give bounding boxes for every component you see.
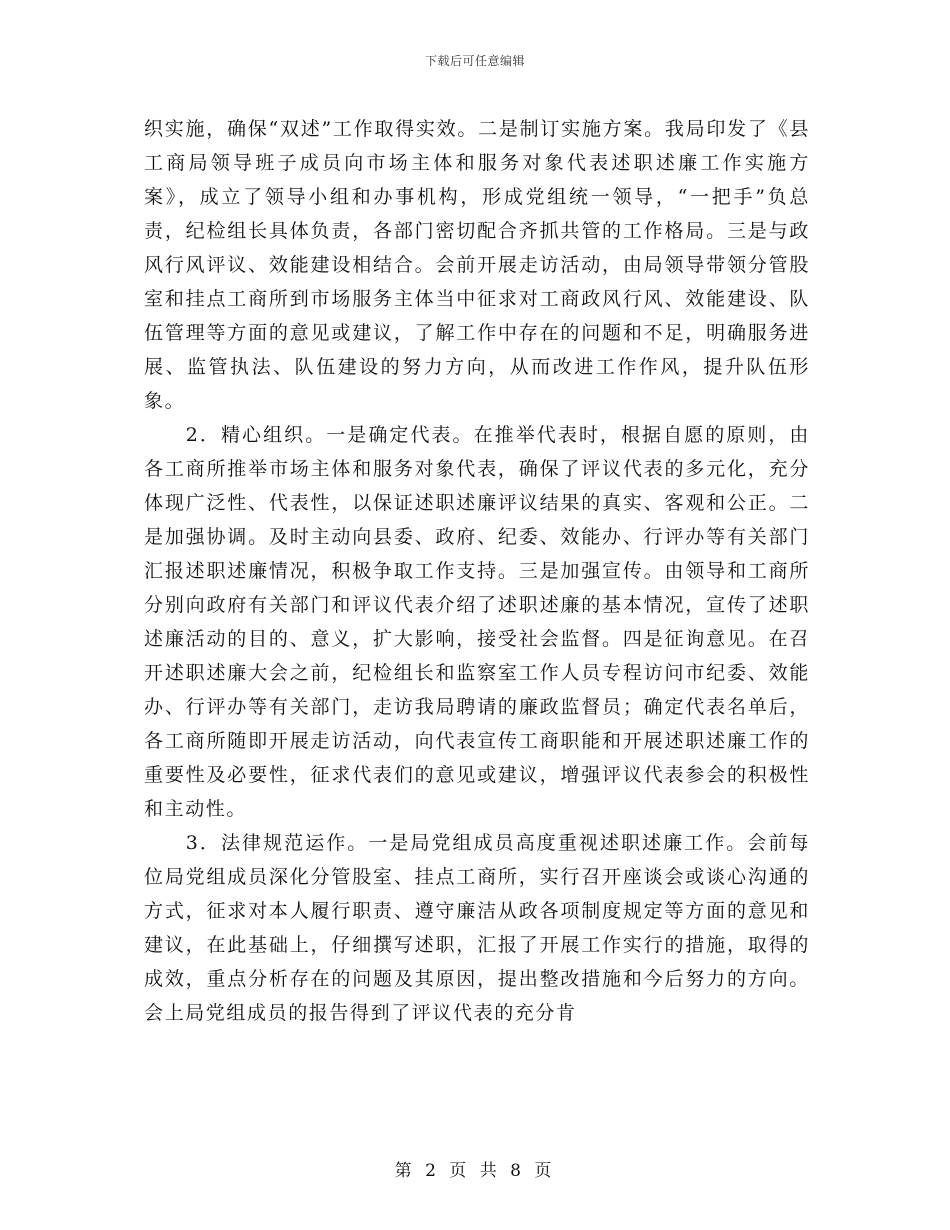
page-number: 第 2 页 共 8 页 — [394, 1161, 556, 1181]
paragraph-item-3: 3．法律规范运作。一是局党组成员高度重视述职述廉工作。会前每位局党组成员深化分管股室、挂点工商所，实行召开座谈会或谈心沟通的方式，征求对本人履行职责、遵守廉洁从政各项制度规定等方面的意见和建议，在此基础上，仔细撰写述职，汇报了开展工作实行的措施，取得的成效，重点分析存在的问题及其原因，提出整改措施和今后努力的方向。会上局党组成员的报告得到了评议代表的充分肯 — [144, 832, 810, 1024]
document-body — [144, 112, 810, 1030]
paragraph-item-2: 2．精心组织。一是确定代表。在推举代表时，根据自愿的原则，由各工商所推举市场主体和服务对象代表，确保了评议代表的多元化，充分体现广泛性、代表性，以保证述职述廉评议结果的真实、客观和公正。二是加强协调。及时主动向县委、政府、纪委、效能办、行评办等有关部门汇报述职述廉情况，积极争取工作支持。三是加强宣传。由领导和工商所分别向政府有关部门和评议代表介绍了述职述廉的基本情况，宣传了述职述廉活动的目的、意义，扩大影响，接受社会监督。四是征询意见。在召开述职述廉大会之前，纪检组长和监察室工作人员专程访问市纪委、效能办、行评办等有关部门，走访我局聘请的廉政监督员；确定代表名单后，各工商所随即开展走访活动，向代表宣传工商职能和开展述职述廉工作的重要性及必要性，征求代表们的意见或建议，增强评议代表参会的积极性和主动性。 — [144, 424, 810, 820]
paragraph-continuation: 织实施，确保“双述”工作取得实效。二是制订实施方案。我局印发了《县工商局领导班子成员向市场主体和服务对象代表述职述廉工作实施方案》，成立了领导小组和办事机构，形成党组统一领导，“一把手”负总责，纪检组长具体负责，各部门密切配合齐抓共管的工作格局。三是与政风行风评议、效能建设相结合。会前开展走访活动，由局领导带领分管股室和挂点工商所到市场服务主体当中征求对工商政风行风、效能建设、队伍管理等方面的意见或建议，了解工作中存在的问题和不足，明确服务进展、监管执法、队伍建设的努力方向，从而改进工作作风，提升队伍形象。 — [144, 118, 810, 412]
page-header: 下载后可任意编辑 — [424, 54, 525, 68]
